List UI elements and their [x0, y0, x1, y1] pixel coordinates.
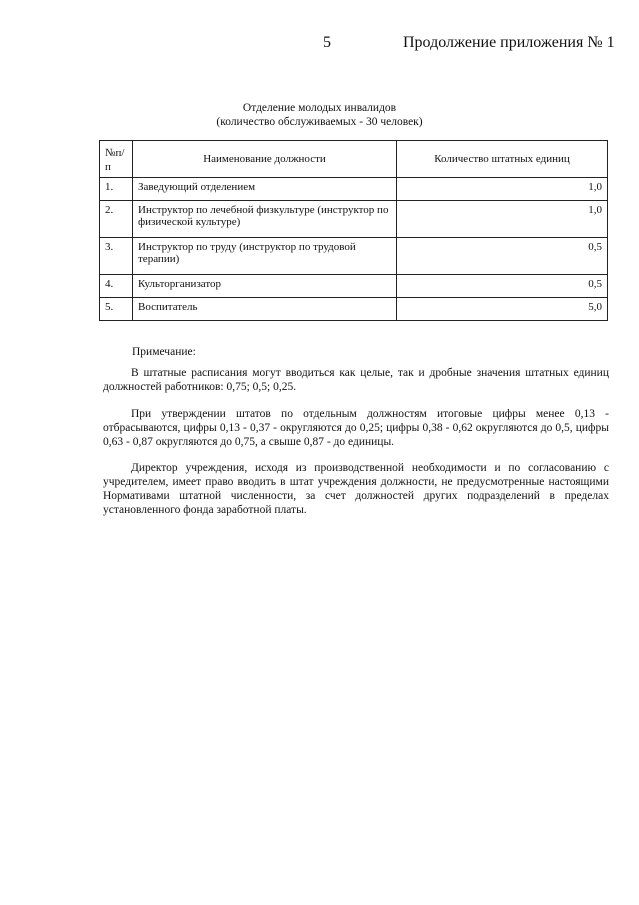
- note-paragraph: В штатные расписания могут вводиться как целые, так и дробные значения штатных единиц должностей работников: 0,75; 0,5; 0,25.: [103, 367, 609, 393]
- row-num: 4.: [100, 275, 133, 298]
- section-title: Отделение молодых инвалидов: [242, 102, 397, 114]
- row-position: Культорганизатор: [133, 275, 397, 298]
- row-num: 3.: [100, 238, 133, 275]
- header-quantity: Количество штатных единиц: [397, 141, 608, 178]
- row-num: 1.: [100, 178, 133, 201]
- table-row: [100, 275, 608, 298]
- table-row: [100, 238, 608, 275]
- row-quantity: 1,0: [397, 201, 608, 238]
- row-quantity: 1,0: [397, 178, 608, 201]
- row-quantity: 5,0: [397, 298, 608, 321]
- header-num: №п/п: [100, 141, 133, 178]
- appendix-label: Продолжение приложения № 1: [403, 34, 615, 51]
- row-num: 2.: [100, 201, 133, 238]
- staff-table: [99, 140, 608, 321]
- note-title: Примечание:: [132, 346, 196, 358]
- page-number: 5: [323, 34, 331, 51]
- row-position: Заведующий отделением: [133, 178, 397, 201]
- table-row: [100, 201, 608, 238]
- header-position: Наименование должности: [133, 141, 397, 178]
- row-num: 5.: [100, 298, 133, 321]
- note-paragraph: Директор учреждения, исходя из производственной необходимости и по согласованию с учредителем, имеет право вводить в штат учреждения должности, не предусмотренные настоящими Нормативами штатной численности, за счет должностей других подразделений в пределах установленного фонда заработной платы.: [103, 462, 609, 516]
- section-subtitle: (количество обслуживаемых - 30 человек): [216, 116, 423, 128]
- table-row: [100, 298, 608, 321]
- row-position: Инструктор по лечебной физкультуре (инструктор по физической культуре): [133, 201, 397, 238]
- row-quantity: 0,5: [397, 238, 608, 275]
- table-header-row: [100, 141, 608, 178]
- row-position: Инструктор по труду (инструктор по трудовой терапии): [133, 238, 397, 275]
- note-paragraph: При утверждении штатов по отдельным должностям итоговые цифры менее 0,13 - отбрасываются, цифры 0,13 - 0,37 - округляются до 0,25; цифры 0,38 - 0,62 округляются до 0,5, цифры 0,63 - 0,87 округляются до 0,75, а свыше 0,87 - до единицы.: [103, 408, 609, 448]
- table-row: [100, 178, 608, 201]
- row-position: Воспитатель: [133, 298, 397, 321]
- row-quantity: 0,5: [397, 275, 608, 298]
